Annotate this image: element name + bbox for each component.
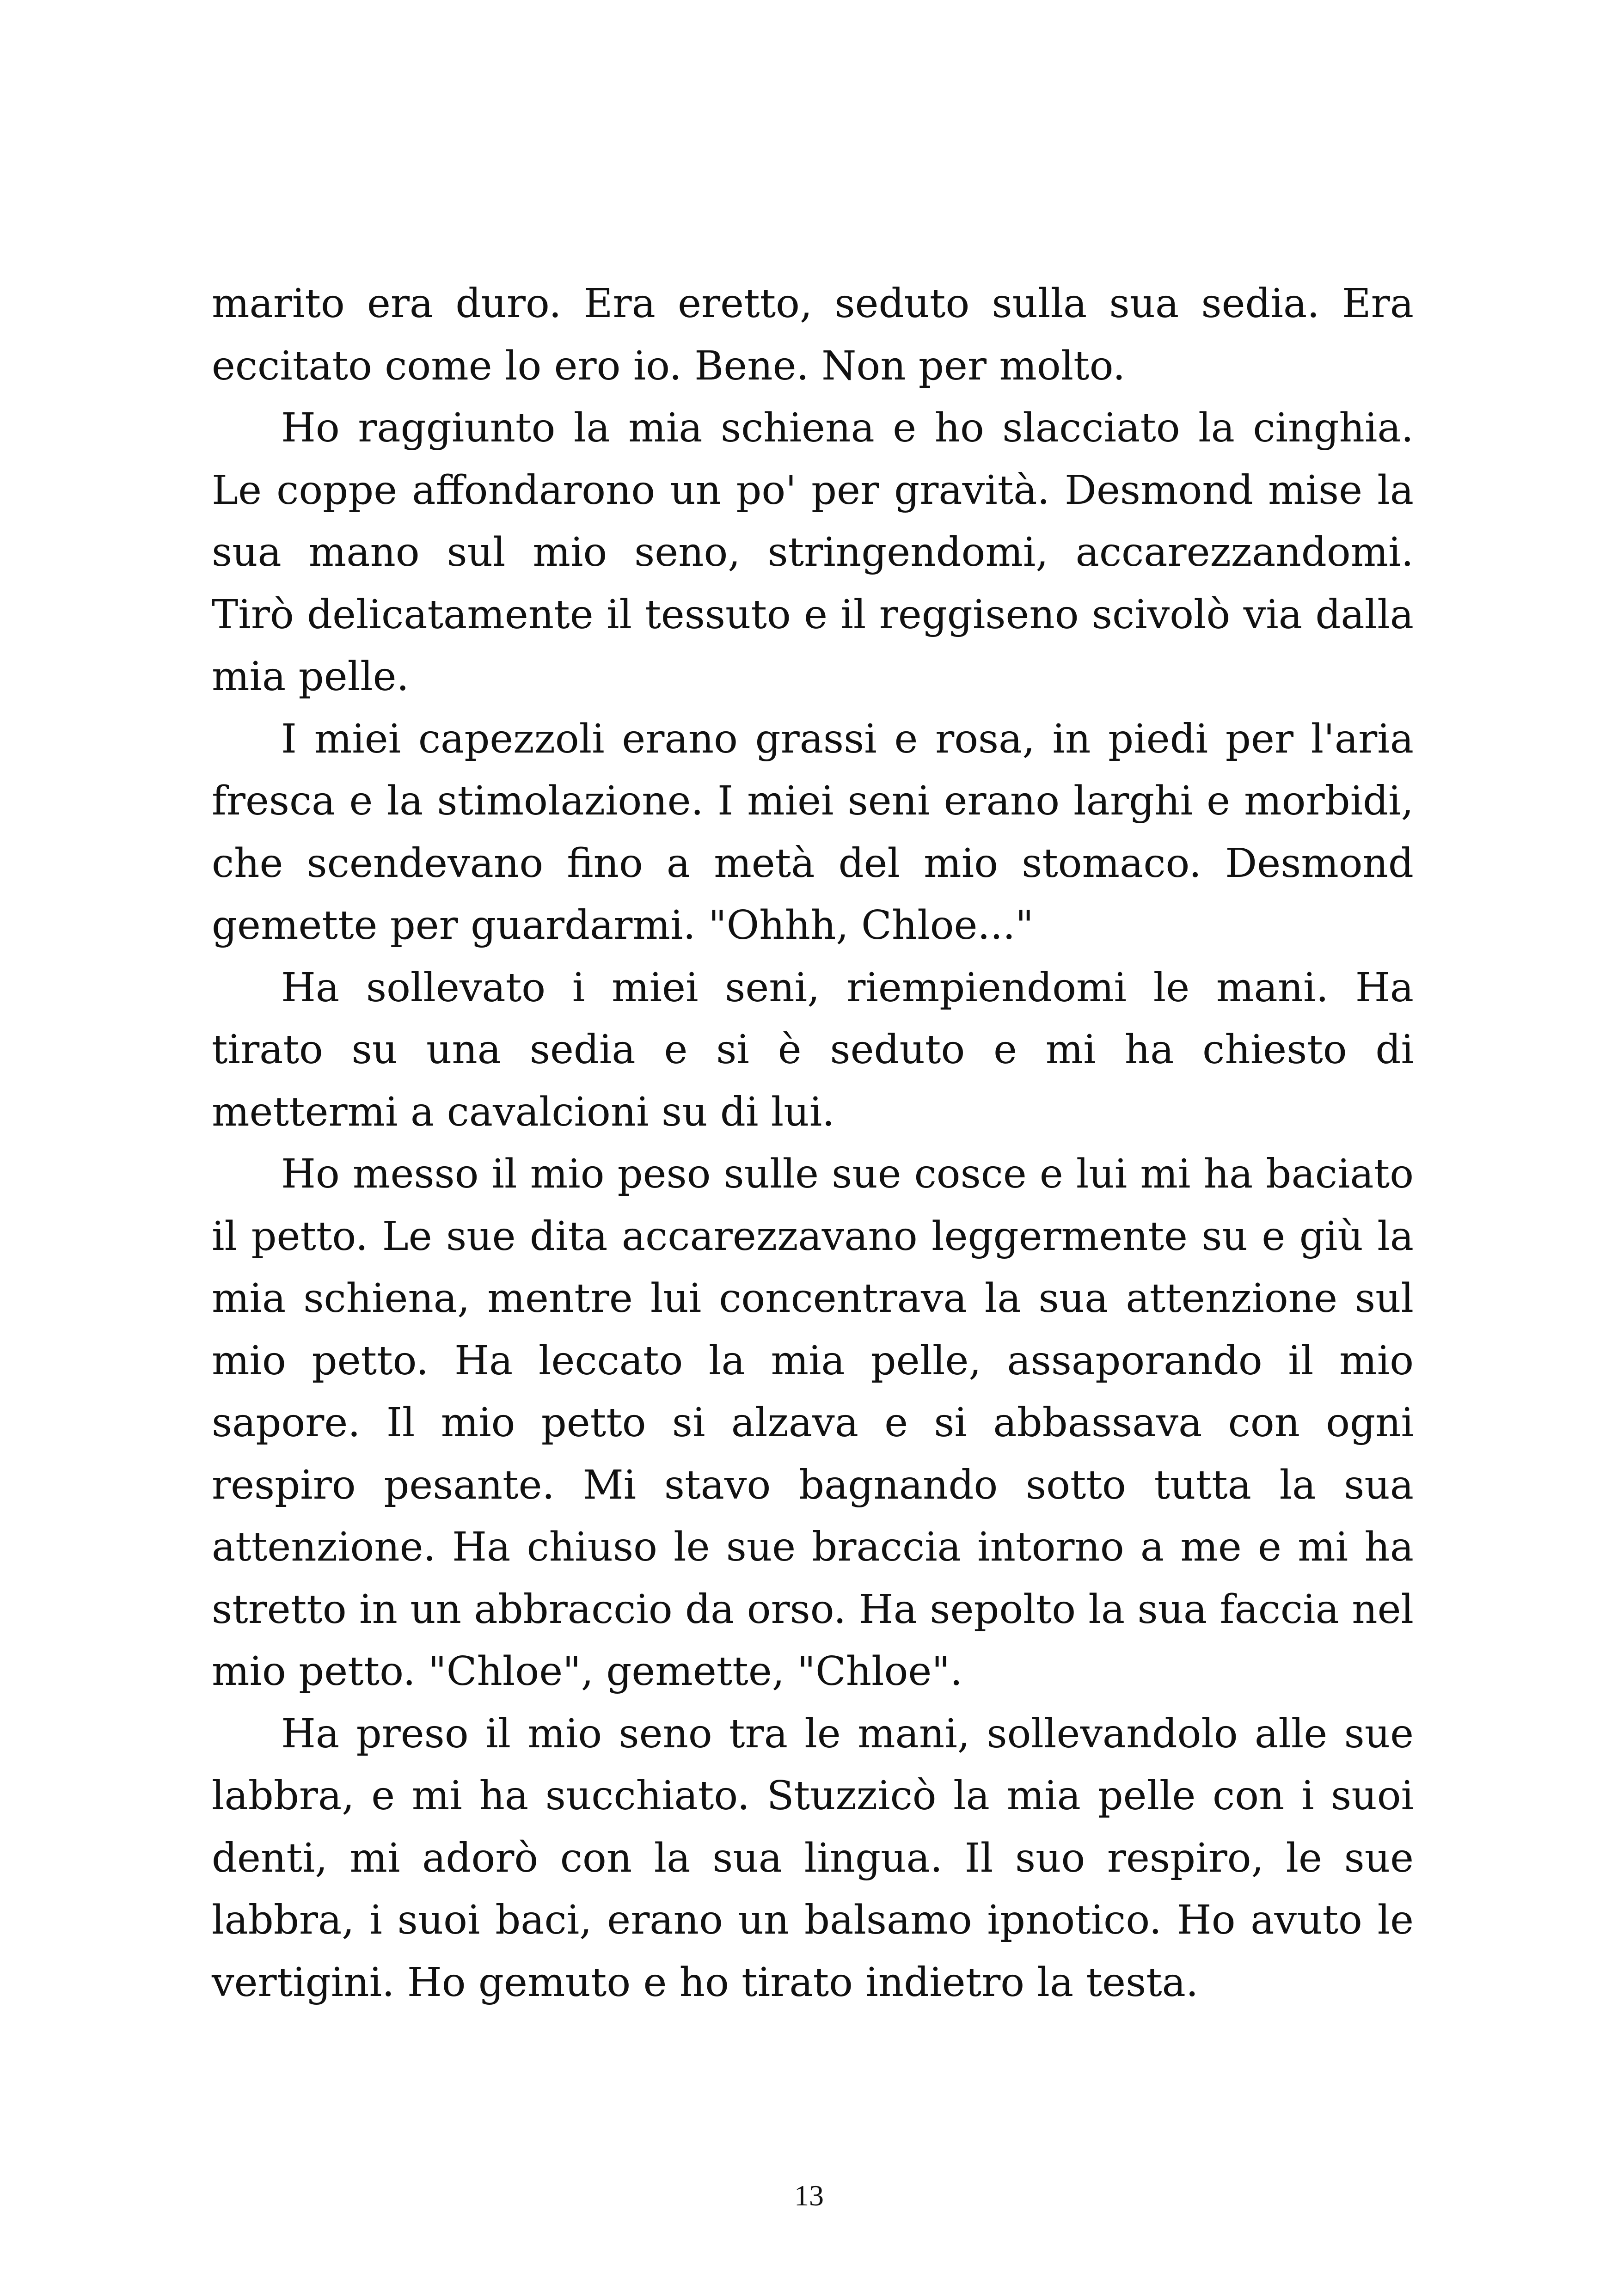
paragraph-1: marito era duro. Era eretto, seduto sulla sua sedia. Era eccitato come lo ero io. Bene. Non per molto.: [212, 281, 1414, 389]
paragraph-4: Ha sollevato i miei seni, riempiendomi le mani. Ha tirato su una sedia e si è seduto e mi ha chiesto di mettermi a cavalcioni su di lui.: [212, 964, 1414, 1135]
paragraph-5: Ho messo il mio peso sulle sue cosce e lui mi ha baciato il petto. Le sue dita accarezzavano leggermente su e giù la mia schiena, mentre lui concentrava la sua attenzione sul mio petto. Ha leccato la mia pelle, assaporando il mio sapore. Il mio petto si alzava e si abbassava con ogni respiro pesante. Mi stavo bagnando sotto tutta la sua attenzione. Ha chiuso le sue braccia intorno a me e mi ha stretto in un abbraccio da orso. Ha sepolto la sua faccia nel mio petto. "Chloe", gemette, "Chloe".: [212, 1151, 1414, 1695]
paragraph-6: Ha preso il mio seno tra le mani, sollevandolo alle sue labbra, e mi ha succhiato. Stuzzicò la mia pelle con i suoi denti, mi adorò con la sua lingua. Il suo respiro, le sue labbra, i suoi baci, erano un balsamo ipnotico. Ho avuto le vertigini. Ho gemuto e ho tirato indietro la testa.: [212, 1710, 1414, 2006]
body-text: [212, 273, 1414, 2014]
paragraph-3: I miei capezzoli erano grassi e rosa, in piedi per l'aria fresca e la stimolazione. I miei seni erano larghi e morbidi, che scendevano fino a metà del mio stomaco. Desmond gemette per guardarmi. "Ohhh, Chloe...": [212, 716, 1414, 949]
page-number: 13: [794, 2179, 824, 2212]
paragraph-2: Ho raggiunto la mia schiena e ho slacciato la cinghia. Le coppe affondarono un po' per gravità. Desmond mise la sua mano sul mio seno, stringendomi, accarezzandomi. Tirò delicatamente il tessuto e il reggiseno scivolò via dalla mia pelle.: [212, 405, 1414, 700]
